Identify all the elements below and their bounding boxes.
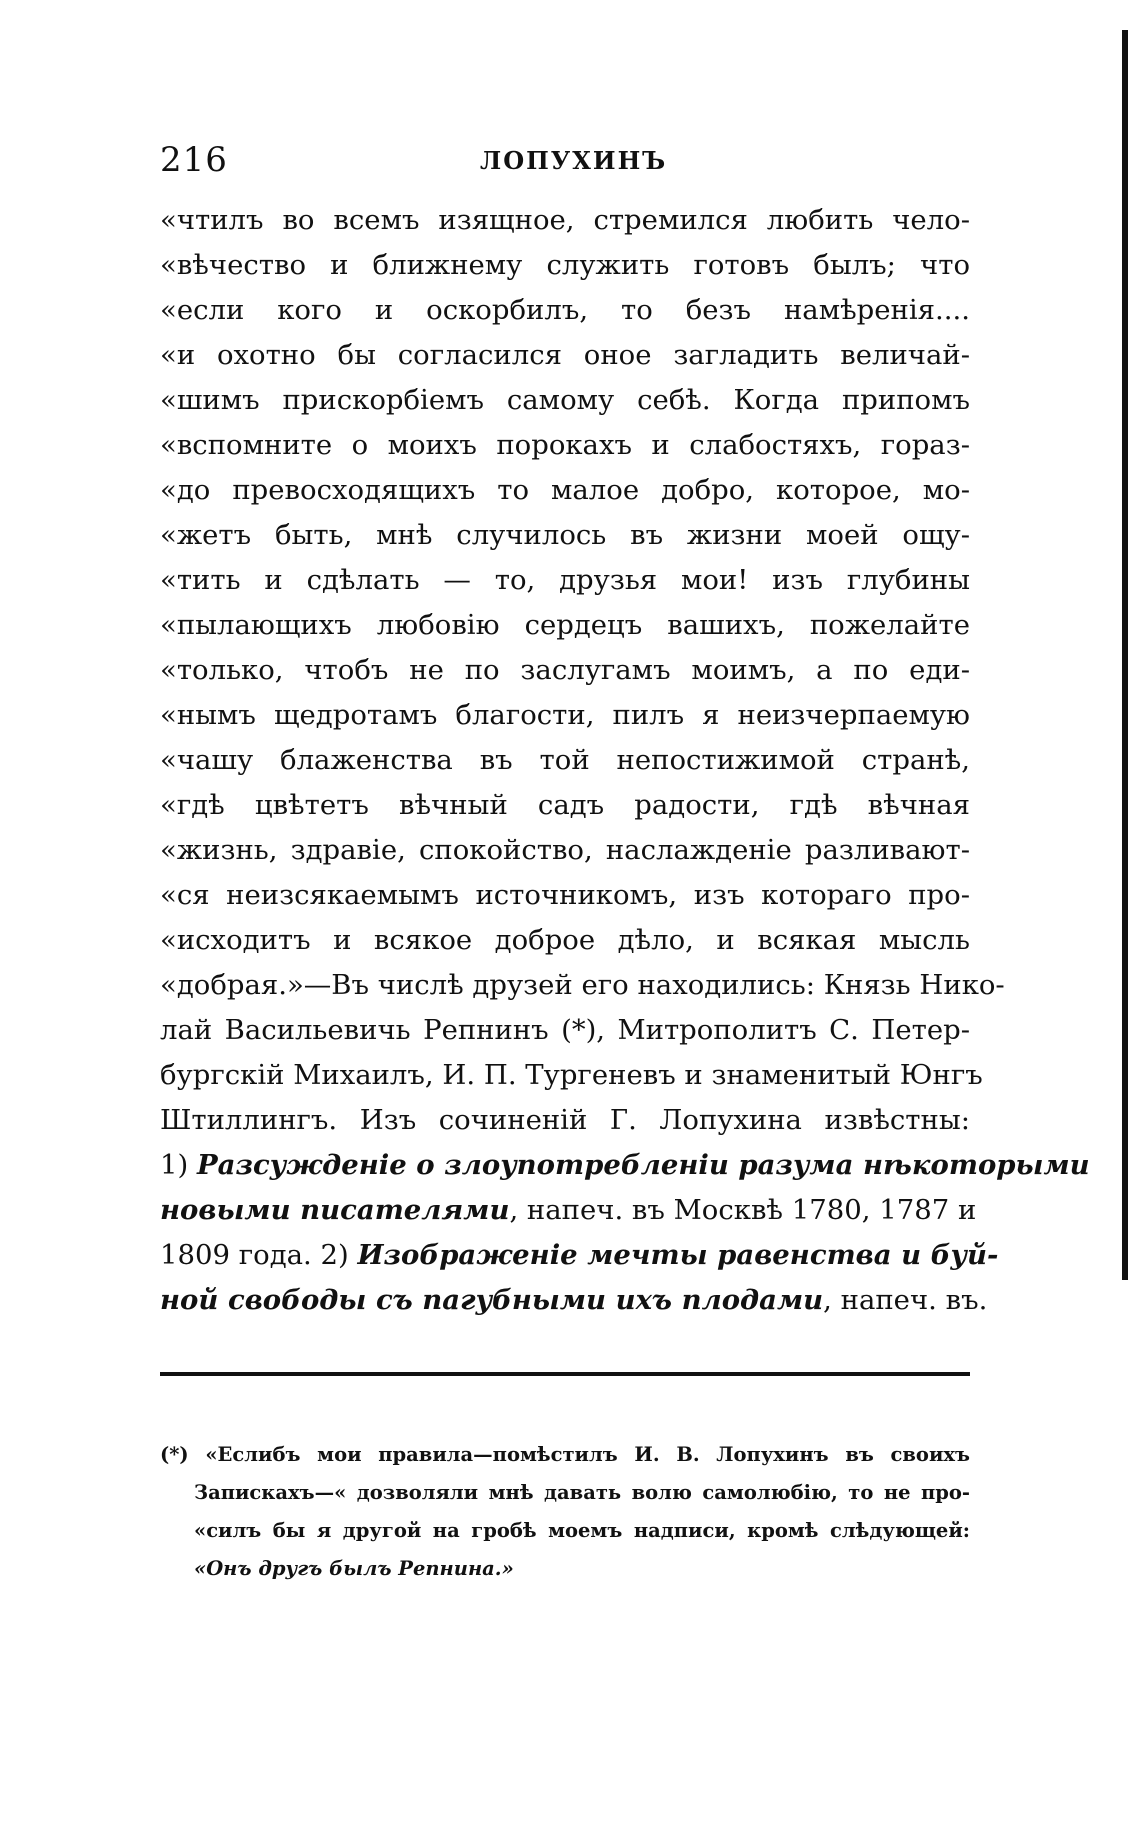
text-line: «вспомните о моихъ порокахъ и слабостяхъ, гораз- bbox=[160, 429, 970, 461]
page-number: 216 bbox=[160, 140, 228, 180]
running-title: ЛОПУХИНЪ bbox=[480, 146, 668, 175]
page-header bbox=[160, 140, 970, 190]
text-line: бургскій Михаилъ, И. П. Тургеневъ и знаменитый Юнгъ bbox=[160, 1059, 983, 1091]
main-text bbox=[160, 198, 1090, 1323]
footnote-line: Запискахъ—« дозволяли мнѣ давать волю самолюбію, то не про- bbox=[194, 1481, 970, 1504]
footnote-divider bbox=[160, 1372, 970, 1376]
work-number: 1) bbox=[160, 1149, 197, 1181]
text-line: «шимъ прискорбіемъ самому себѣ. Когда припомъ bbox=[160, 384, 970, 416]
text-line: «гдѣ цвѣтетъ вѣчный садъ радости, гдѣ вѣчная bbox=[160, 789, 970, 821]
publication-year: 1809 года. 2) bbox=[160, 1239, 358, 1271]
text-line: «если кого и оскорбилъ, то безъ намѣренія.... bbox=[160, 294, 970, 326]
text-line: Штиллингъ. Изъ сочиненій Г. Лопухина извѣстны: bbox=[160, 1104, 970, 1136]
footnote-line: (*) «Еслибъ мои правила—помѣстилъ И. В. Лопухинъ въ своихъ bbox=[160, 1443, 970, 1466]
work-title: ной свободы съ пагубными ихъ плодами bbox=[160, 1284, 824, 1316]
footnote-line: «силъ бы я другой на гробѣ моемъ надписи, кромѣ слѣдующей: bbox=[194, 1519, 970, 1542]
footnote bbox=[160, 1436, 970, 1588]
text-line: «пылающихъ любовію сердецъ вашихъ, пожелайте bbox=[160, 609, 970, 641]
text-line: «нымъ щедротамъ благости, пилъ я неизчерпаемую bbox=[160, 699, 970, 731]
text-line: «только, чтобъ не по заслугамъ моимъ, а по еди- bbox=[160, 654, 970, 686]
text-line: «чашу блаженства въ той непостижимой странѣ, bbox=[160, 744, 970, 776]
text-line: лай Васильевичь Репнинъ (*), Митрополитъ С. Петер- bbox=[160, 1014, 970, 1046]
page-edge-shadow bbox=[1122, 30, 1128, 1280]
works-line bbox=[160, 1233, 999, 1278]
text-line: «до превосходящихъ то малое добро, которое, мо- bbox=[160, 474, 970, 506]
work-title: новыми писателями bbox=[160, 1194, 510, 1226]
work-title: Изображеніе мечты равенства и буй- bbox=[357, 1239, 999, 1271]
publication-info: , напеч. въ. bbox=[823, 1284, 988, 1316]
works-line bbox=[160, 1188, 977, 1233]
works-line bbox=[160, 1278, 988, 1323]
text-line: «чтилъ во всемъ изящное, стремился любить чело- bbox=[160, 204, 970, 236]
publication-info: , напеч. въ Москвѣ 1780, 1787 и bbox=[509, 1194, 977, 1226]
works-line bbox=[160, 1143, 1090, 1188]
text-line: «и охотно бы согласился оное загладить величай- bbox=[160, 339, 970, 371]
text-line: «исходитъ и всякое доброе дѣло, и всякая мысль bbox=[160, 924, 970, 956]
footnote-line: «Онъ другъ былъ Репнина.» bbox=[194, 1557, 514, 1580]
text-line: «тить и сдѣлать — то, друзья мои! изъ глубины bbox=[160, 564, 970, 596]
work-title: Разсужденіе о злоупотребленіи разума нѣкоторыми bbox=[196, 1149, 1090, 1181]
text-line: «добрая.»—Въ числѣ друзей его находились: Князь Нико- bbox=[160, 969, 1005, 1001]
text-line: «жетъ быть, мнѣ случилось въ жизни моей ощу- bbox=[160, 519, 970, 551]
text-line: «ся неизсякаемымъ источникомъ, изъ котораго про- bbox=[160, 879, 970, 911]
text-line: «жизнь, здравіе, спокойство, наслажденіе разливают- bbox=[160, 834, 970, 866]
text-line: «вѣчество и ближнему служить готовъ былъ; что bbox=[160, 249, 970, 281]
